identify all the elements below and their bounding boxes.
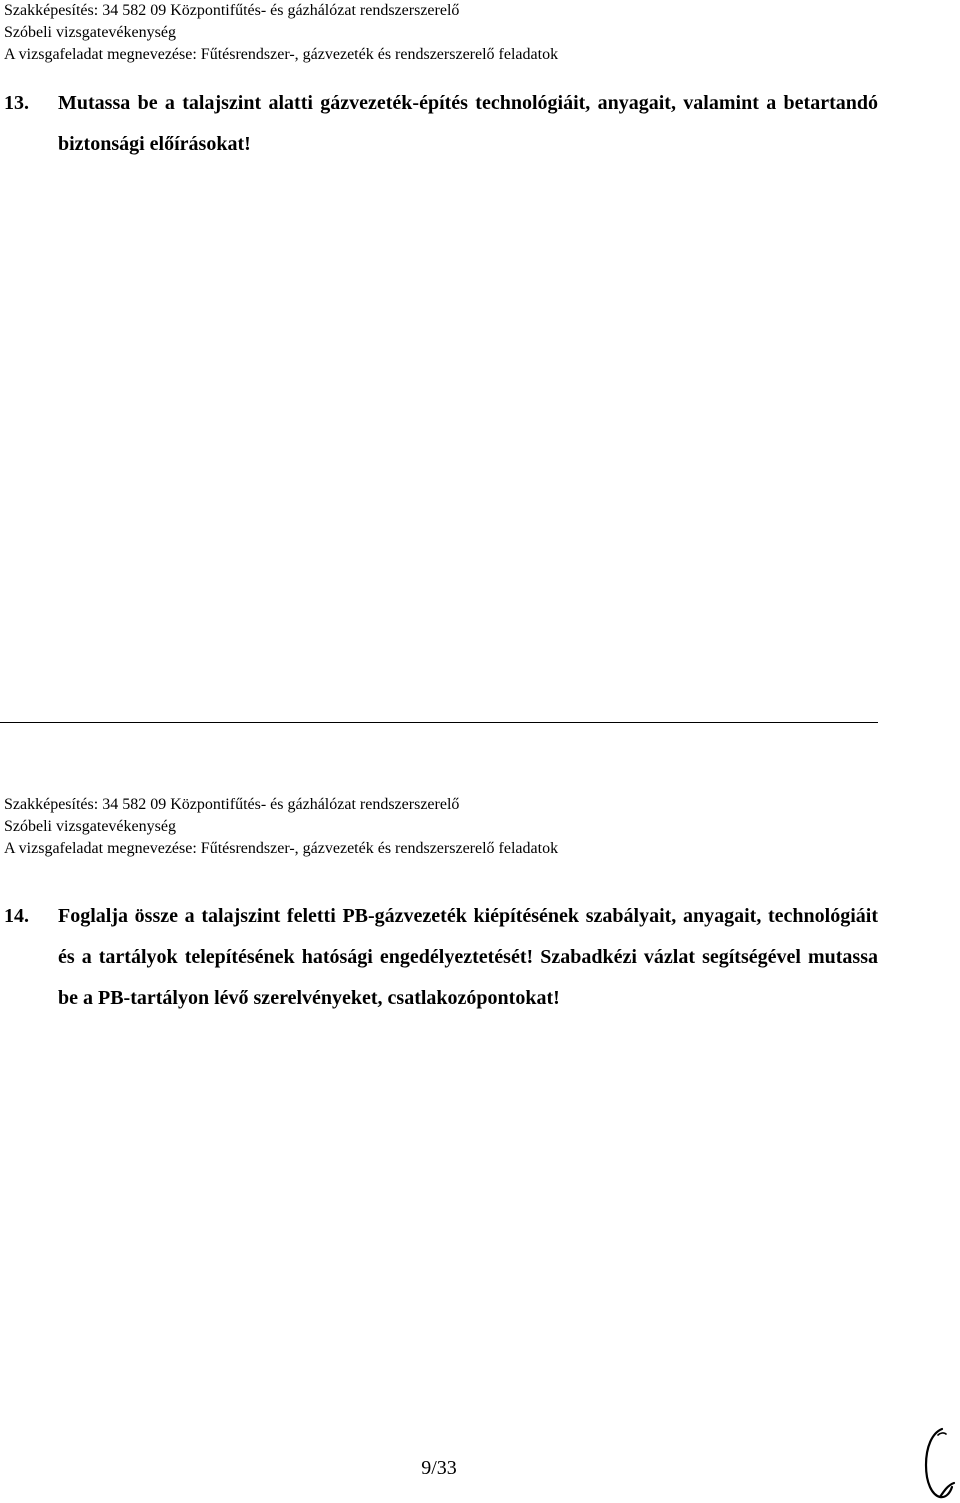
- header-qualification: Szakképesítés: 34 582 09 Központifűtés- és gázhálózat rendszerszerelő: [4, 796, 460, 813]
- question-14-text: Foglalja össze a talajszint feletti PB-gázvezeték kiépítésének szabályait, anyagait, technológiáit és a tartályok telepítésének hatósági engedélyeztetését! Szabadkézi vázlat segítségével mutassa be a PB-tartályon lévő szerelvényeket, csatlakozópontokat!: [58, 905, 878, 1009]
- question-13-number: 13.: [4, 92, 29, 114]
- question-13: [4, 83, 878, 165]
- page-header-bottom: [4, 794, 558, 860]
- page-number: 9/33: [421, 1457, 457, 1479]
- question-13-text: Mutassa be a talajszint alatti gázvezeték-építés technológiáit, anyagait, valamint a betartandó biztonsági előírásokat!: [58, 92, 878, 155]
- question-14-number: 14.: [4, 905, 29, 927]
- header-task-name: A vizsgafeladat megnevezése: Fűtésrendszer-, gázvezeték és rendszerszerelő feladatok: [4, 46, 559, 63]
- header-qualification: Szakképesítés: 34 582 09 Központifűtés- és gázhálózat rendszerszerelő: [4, 2, 460, 19]
- page-divider: [0, 722, 878, 723]
- header-task-name: A vizsgafeladat megnevezése: Fűtésrendszer-, gázvezeték és rendszerszerelő feladatok: [4, 840, 559, 857]
- page-header-top: [4, 0, 558, 66]
- signature-mark: [918, 1425, 958, 1501]
- question-14: [4, 896, 878, 1019]
- header-activity: Szóbeli vizsgatevékenység: [4, 818, 176, 835]
- header-activity: Szóbeli vizsgatevékenység: [4, 24, 176, 41]
